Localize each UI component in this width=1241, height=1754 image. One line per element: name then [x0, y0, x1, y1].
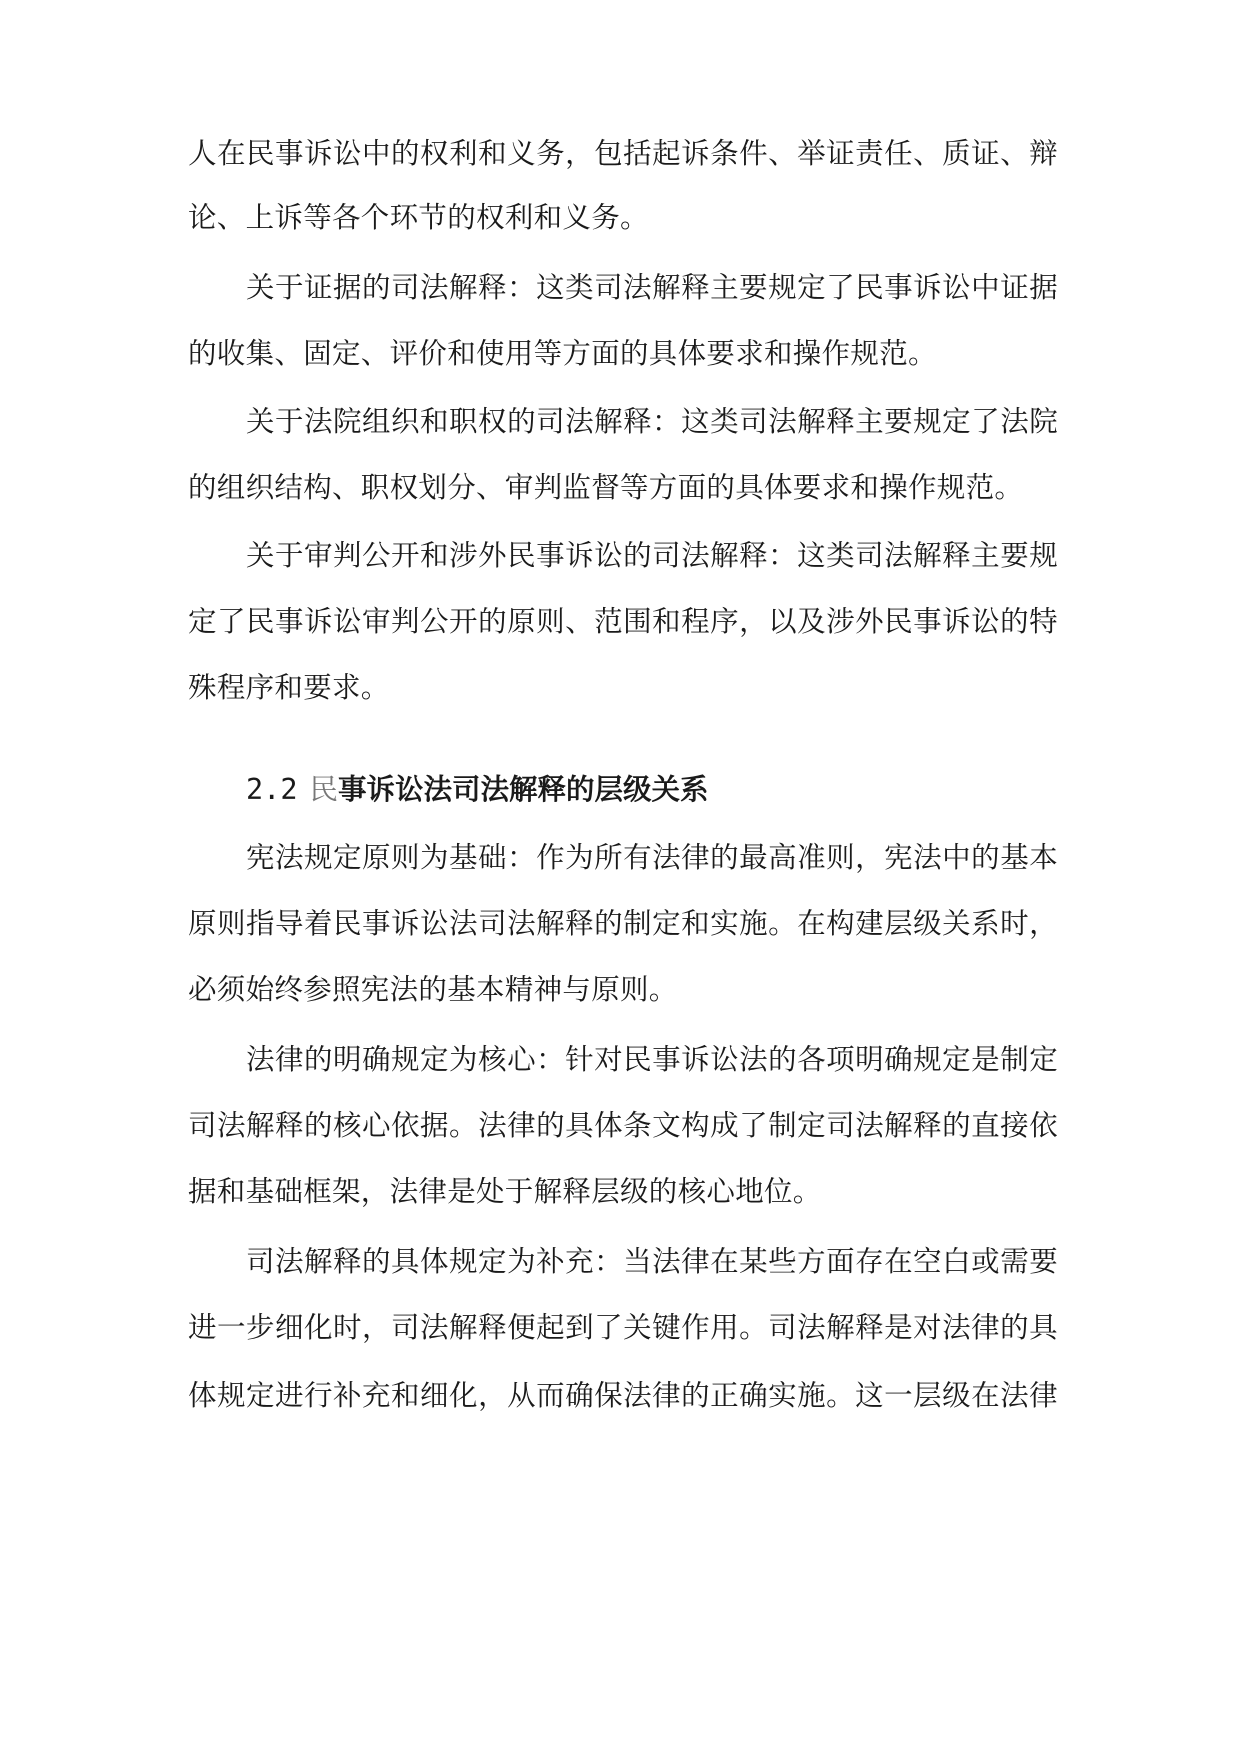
text-line: 论、上诉等各个环节的权利和义务。 [188, 201, 649, 234]
paragraph-first-line: 司法解释的具体规定为补充：当法律在某些方面存在空白或需要 [246, 1245, 1058, 1278]
paragraph-first-line: 宪法规定原则为基础：作为所有法律的最高准则，宪法中的基本 [246, 841, 1058, 874]
text-line: 殊程序和要求。 [188, 671, 390, 704]
paragraph-first-line: 法律的明确规定为核心：针对民事诉讼法的各项明确规定是制定 [246, 1043, 1058, 1076]
section-title-first-char: 民 [309, 773, 338, 806]
text-line: 据和基础框架，法律是处于解释层级的核心地位。 [188, 1175, 822, 1208]
text-line: 的组织结构、职权划分、审判监督等方面的具体要求和操作规范。 [188, 471, 1024, 504]
text-line: 定了民事诉讼审判公开的原则、范围和程序，以及涉外民事诉讼的特 [188, 605, 1058, 638]
text-line: 体规定进行补充和细化，从而确保法律的正确实施。这一层级在法律 [188, 1379, 1058, 1412]
text-line: 原则指导着民事诉讼法司法解释的制定和实施。在构建层级关系时， [188, 907, 1058, 940]
section-title: 事诉讼法司法解释的层级关系 [338, 773, 709, 806]
paragraph-first-line: 关于审判公开和涉外民事诉讼的司法解释：这类司法解释主要规 [246, 539, 1058, 572]
section-number: 2.2 [246, 773, 298, 806]
text-line: 必须始终参照宪法的基本精神与原则。 [188, 973, 678, 1006]
paragraph-first-line: 关于法院组织和职权的司法解释：这类司法解释主要规定了法院 [246, 405, 1058, 438]
paragraph-first-line: 关于证据的司法解释：这类司法解释主要规定了民事诉讼中证据 [246, 271, 1058, 304]
section-heading [246, 770, 709, 810]
text-line: 的收集、固定、评价和使用等方面的具体要求和操作规范。 [188, 337, 937, 370]
text-line: 司法解释的核心依据。法律的具体条文构成了制定司法解释的直接依 [188, 1109, 1058, 1142]
text-line: 进一步细化时，司法解释便起到了关键作用。司法解释是对法律的具 [188, 1311, 1058, 1344]
text-line: 人在民事诉讼中的权利和义务，包括起诉条件、举证责任、质证、辩 [188, 137, 1058, 170]
